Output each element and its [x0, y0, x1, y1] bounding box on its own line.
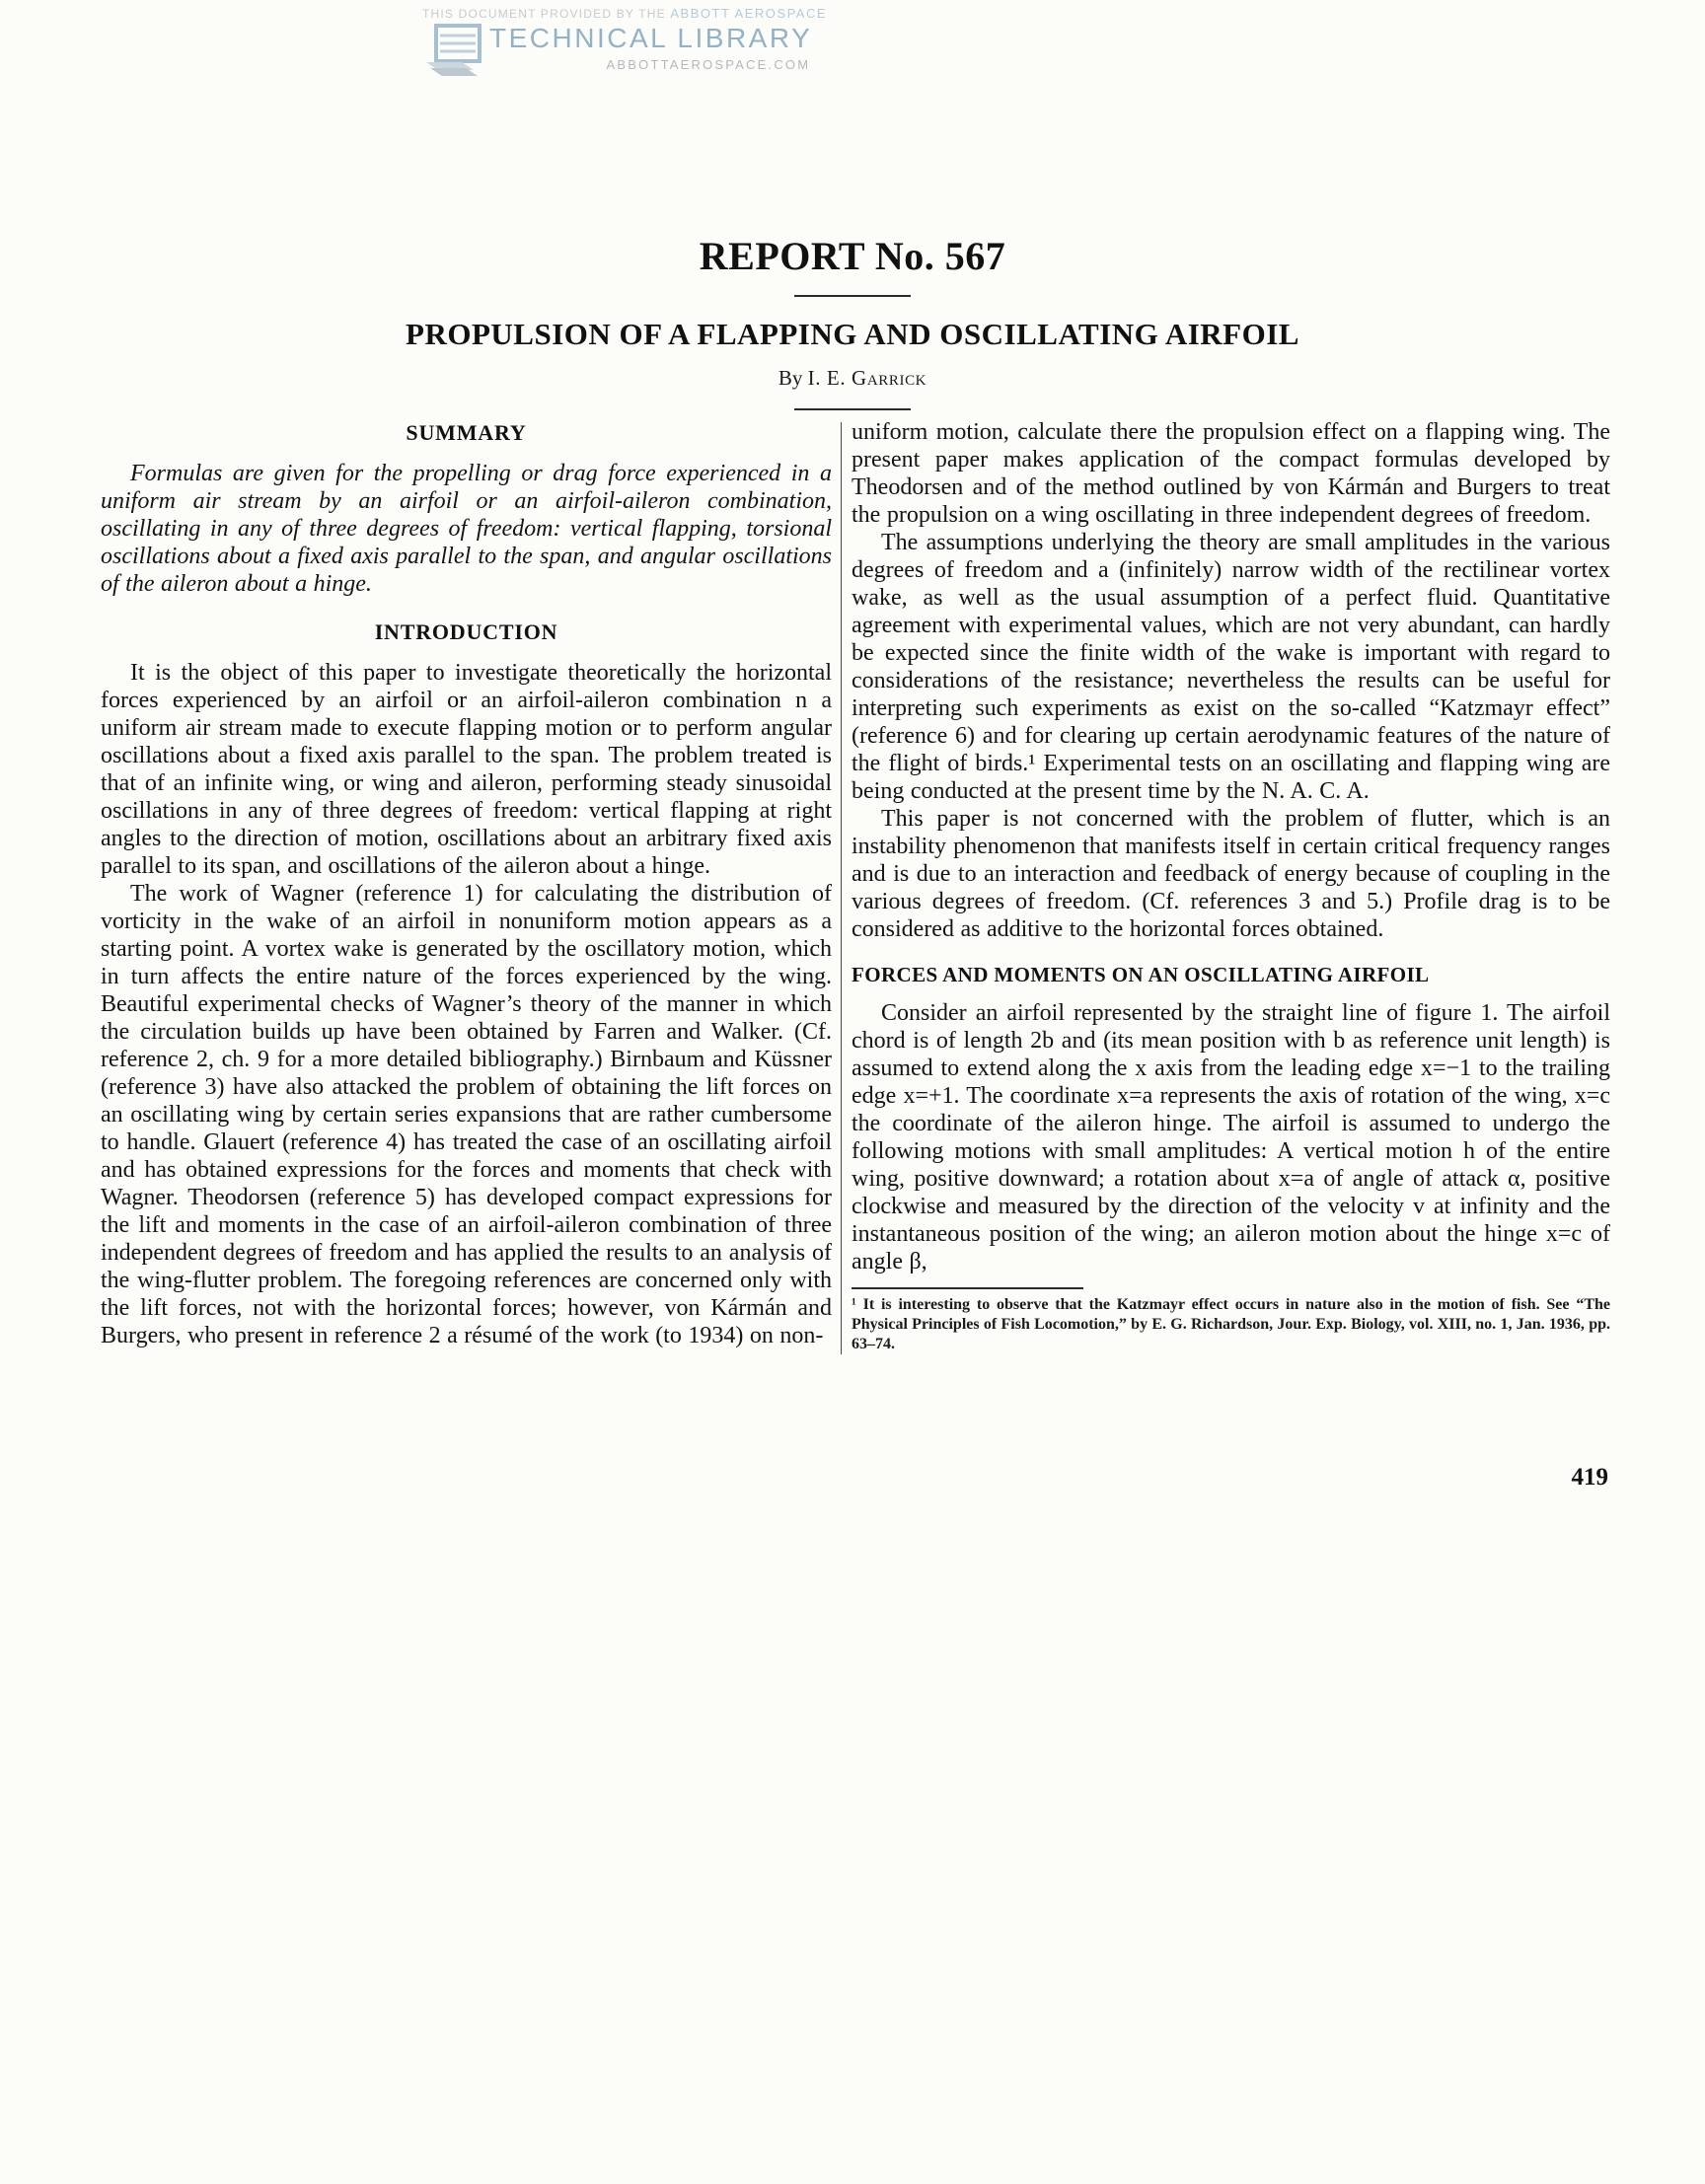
- introduction-paragraph: It is the object of this paper to investigate theoretically the horizontal forces experienced by an airfoil or an airfoil-aileron combination n a uniform air stream made to execute flapping motion or to perform angular oscillations about a fixed axis parallel to the span. The problem treated is that of an infinite wing, or wing and aileron, performing steady sinusoidal oscillations in any of three degrees of freedom: vertical flapping at right angles to the direction of motion, oscillations about an arbitrary fixed axis parallel to its span, and oscillations of the aileron about a hinge.: [101, 660, 832, 879]
- body-paragraph: This paper is not concerned with the problem of flutter, which is an instability phenomenon that manifests itself in certain critical frequency ranges and is due to an interaction and feedback of energy because of coupling in the various degrees of freedom. (Cf. references 3 and 5.) Profile drag is to be considered as additive to the horizontal forces obtained.: [852, 806, 1610, 942]
- watermark-top-line: [422, 6, 828, 21]
- two-column-layout: [101, 418, 1610, 1354]
- summary-text: Formulas are given for the propelling or drag force experienced in a uniform air stream by an airfoil or an airfoil-aileron combination, oscillating in any of three degrees of freedom: vertical flapping, torsional oscillations about a fixed axis parallel to the span, and angular oscillations of the aileron about a hinge.: [101, 461, 832, 597]
- forces-paragraph: Consider an airfoil represented by the straight line of figure 1. The airfoil chord is of length 2b and (its mean position with b as reference unit length) is assumed to extend along the x axis from the leading edge x=−1 to the trailing edge x=+1. The coordinate x=a represents the axis of rotation of the wing, x=c the coordinate of the aileron hinge. The airfoil is assumed to undergo the following motions with small amplitudes: A vertical motion h of the entire wing, positive downward; a rotation about x=a of angle of attack α, positive clockwise and measured by the direction of the velocity v at infinity and the instantaneous position of the wing; an aileron motion about the hinge x=c of angle β,: [852, 1000, 1610, 1274]
- watermark-provided-text: THIS DOCUMENT PROVIDED BY THE: [422, 7, 666, 21]
- byline: [0, 366, 1705, 391]
- forces-and-moments-heading: FORCES AND MOMENTS ON AN OSCILLATING AIRFOIL: [852, 963, 1430, 986]
- introduction-paragraph: The work of Wagner (reference 1) for calculating the distribution of vorticity in the wake of an airfoil in nonuniform motion appears as a starting point. A vortex wake is generated by the oscillatory motion, which in turn affects the entire nature of the forces experienced by the wing. Beautiful experimental checks of Wagner’s theory of the manner in which the circulation builds up have been obtained by Farren and Walker. (Cf. reference 2, ch. 9 for a more detailed bibliography.) Birnbaum and Küssner (reference 3) have also attacked the problem of obtaining the lift forces on an oscillating wing by certain series expansions that are rather cumbersome to handle. Glauert (reference 4) has treated the case of an oscillating airfoil and has obtained expressions for the forces and moments that check with Wagner. Theodorsen (reference 5) has developed compact expressions for the lift and moments in the case of an airfoil-aileron combination of three independent degrees of freedom and has applied the results to an analysis of the wing-flutter problem. The foregoing references are concerned only with the lift forces, not with the horizontal forces; however, von Kármán and Burgers, who present in reference 2 a résumé of the work (to 1934) on non-: [101, 881, 832, 1348]
- watermark-provider-text: ABBOTT AEROSPACE: [670, 6, 828, 21]
- introduction-heading: INTRODUCTION: [374, 619, 558, 644]
- column-divider-rule: [841, 422, 842, 1354]
- body-paragraph: The assumptions underlying the theory are small amplitudes in the various degrees of freedom and a (infinitely) narrow width of the rectilinear vortex wake, as well as the usual assumption of a perfect fluid. Quantitative agreement with experimental values, which are not very abundant, can hardly be expected since the finite width of the wake is important with regard to considerations of the resistance; nevertheless the results can be useful for interpreting such experiments as exist on the so-called “Katzmayr effect” (reference 6) and for clearing up certain aerodynamic features of the nature of the flight of birds.¹ Experimental tests on an oscillating and flapping wing are being conducted at the present time by the N. A. C. A.: [852, 530, 1610, 804]
- title-divider-rule: [794, 295, 911, 297]
- left-column: [101, 418, 832, 1354]
- document-stack-icon: [422, 23, 485, 80]
- watermark-site-url: ABBOTTAEROSPACE.COM: [606, 57, 811, 72]
- body-paragraph: uniform motion, calculate there the propulsion effect on a flapping wing. The present paper makes application of the compact formulas developed by Theodorsen and of the method outlined by von Kármán and Burgers to treat the propulsion on a wing oscillating in three independent degrees of freedom.: [852, 419, 1610, 528]
- right-column: [852, 418, 1610, 1354]
- page-title: PROPULSION OF A FLAPPING AND OSCILLATING AIRFOIL: [406, 317, 1299, 351]
- title-block: [0, 233, 1705, 410]
- footnote-rule: [852, 1287, 1083, 1289]
- footnote-text: ¹ It is interesting to observe that the Katzmayr effect occurs in nature also in the motion of fish. See “The Physical Principles of Fish Locomotion,” by E. G. Richardson, Jour. Exp. Biology, vol. XIII, no. 1, Jan. 1936, pp. 63–74.: [852, 1296, 1610, 1352]
- summary-heading: SUMMARY: [406, 420, 527, 445]
- byline-prefix: By: [778, 366, 803, 390]
- byline-divider-rule: [794, 408, 911, 410]
- watermark: [422, 6, 828, 80]
- report-number: REPORT No. 567: [699, 234, 1006, 278]
- page-number: 419: [1571, 1464, 1608, 1491]
- watermark-library-title: TECHNICAL LIBRARY: [489, 23, 813, 53]
- author-name: I. E. Garrick: [807, 366, 927, 390]
